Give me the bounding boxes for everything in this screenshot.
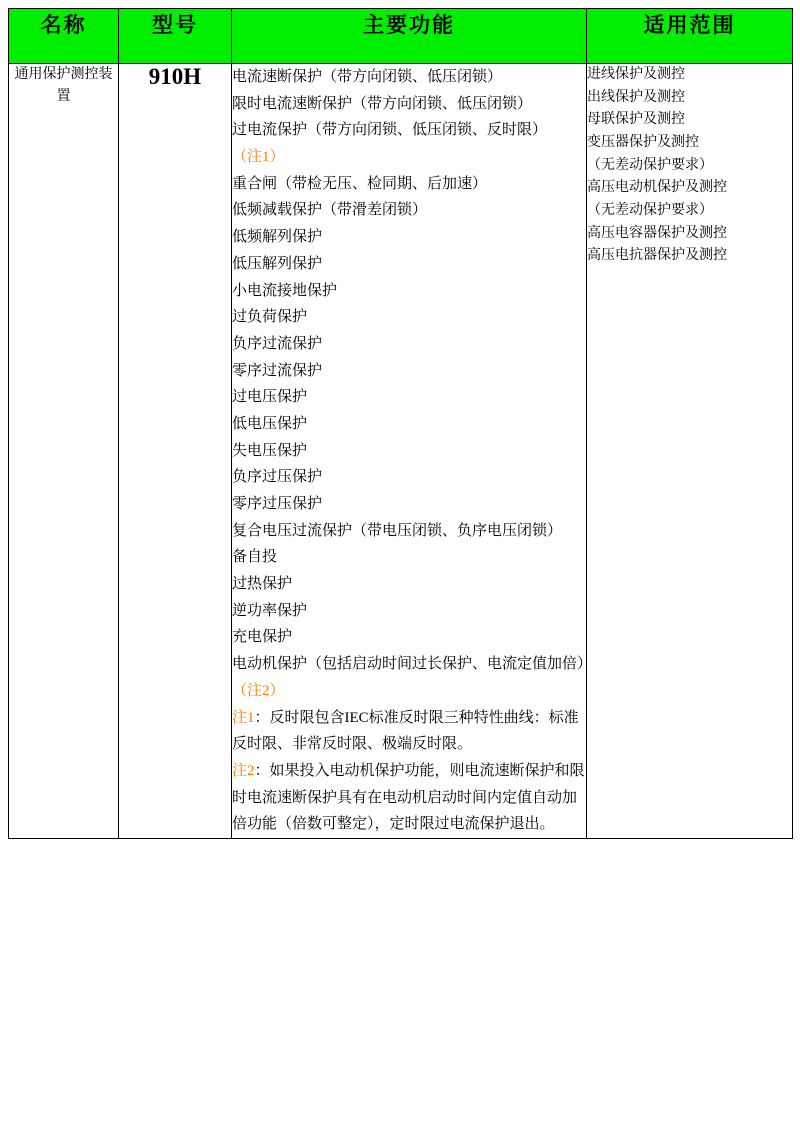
table-body: [9, 64, 793, 839]
function-item: 小电流接地保护: [232, 282, 338, 299]
function-item: 限时电流速断保护（带方向闭锁、低压闭锁）: [232, 95, 533, 112]
note-reference-1: （注1）: [232, 149, 285, 166]
scope-item: （无差动保护要求）: [587, 157, 713, 173]
function-item: 零序过流保护: [232, 362, 323, 379]
scope-item: 进线保护及测控: [587, 67, 685, 82]
function-item: 重合闸（带检无压、检同期、后加速）: [232, 175, 488, 192]
note-reference-2: （注2）: [232, 682, 285, 699]
function-item: 低频减载保护（带滑差闭锁）: [232, 202, 428, 219]
function-item: 过负荷保护: [232, 309, 308, 326]
cell-application-scope: [587, 64, 793, 839]
scope-item: 高压电抗器保护及测控: [587, 248, 727, 264]
note-2-label: 注2: [232, 762, 255, 779]
scope-item: 高压电容器保护及测控: [587, 225, 727, 241]
function-item: 电流速断保护（带方向闭锁、低压闭锁）: [232, 69, 503, 85]
function-item: 负序过流保护: [232, 335, 323, 352]
scope-item: 出线保护及测控: [587, 89, 685, 105]
spec-sheet: [0, 8, 800, 1143]
function-item: 零序过压保护: [232, 496, 323, 512]
function-item: 负序过压保护: [232, 469, 323, 486]
function-item: 低频解列保护: [232, 229, 323, 246]
note-1: [232, 705, 586, 758]
function-item-motor: [232, 651, 593, 704]
product-spec-table: [8, 8, 793, 839]
function-item: 复合电压过流保护（带电压闭锁、负序电压闭锁）: [232, 522, 563, 539]
note-2: [232, 758, 586, 838]
table-row: [9, 64, 793, 839]
cell-product-model: 910H: [119, 64, 232, 839]
function-item: 充电保护: [232, 629, 293, 646]
cell-product-name: 通用保护测控装置: [9, 64, 119, 839]
note-2-text: ：如果投入电动机保护功能，则电流速断保护和限时电流速断保护具有在电动机启动时间内定值自动加倍功能（倍数可整定），定时限过电流保护退出。: [232, 762, 585, 833]
scope-item: 变压器保护及测控: [587, 135, 699, 151]
function-item-text: 过电流保护（带方向闭锁、低压闭锁、反时限）: [232, 122, 548, 139]
column-header-name: 名称: [9, 9, 119, 64]
scope-item: （无差动保护要求）: [587, 203, 713, 219]
function-item: 低压解列保护: [232, 255, 323, 272]
function-item-text: 电动机保护（包括启动时间过长保护、电流定值加倍）: [232, 656, 593, 673]
function-item-overcurrent: [232, 117, 586, 170]
table-header: [9, 9, 793, 64]
note-1-label: 注1: [232, 709, 255, 726]
function-item: 过电压保护: [232, 389, 308, 406]
function-item: 逆功率保护: [232, 602, 308, 619]
scope-item: 高压电动机保护及测控: [587, 180, 727, 196]
scope-item: 母联保护及测控: [587, 112, 685, 128]
header-row: [9, 9, 793, 64]
column-header-functions: 主要功能: [232, 9, 587, 64]
function-item: 失电压保护: [232, 442, 308, 459]
column-header-model: 型号: [119, 9, 232, 64]
function-item: 低电压保护: [232, 415, 308, 432]
note-1-text: ：反时限包含IEC标准反时限三种特性曲线：标准反时限、非常反时限、极端反时限。: [232, 709, 579, 753]
cell-main-functions: [232, 64, 593, 839]
column-header-scope: 适用范围: [587, 9, 793, 64]
function-item: 过热保护: [232, 576, 293, 593]
function-item: 备自投: [232, 549, 278, 566]
